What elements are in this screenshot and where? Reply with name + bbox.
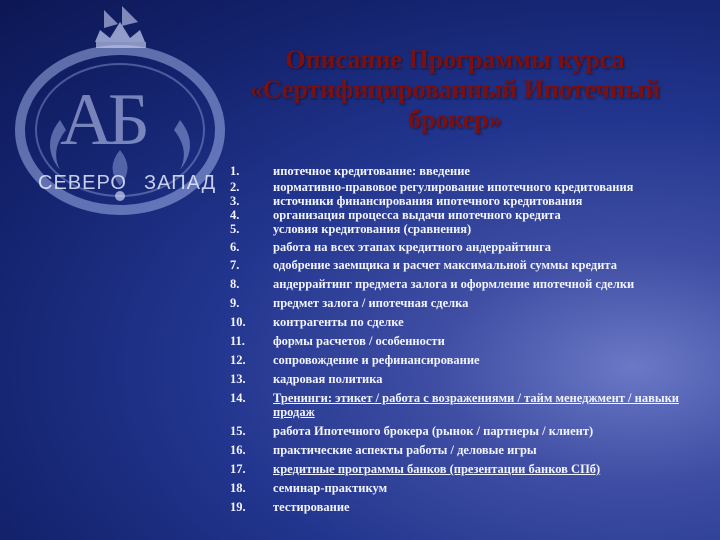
list-item [230, 296, 700, 310]
logo [0, 0, 250, 260]
item-text: организация процесса выдачи ипотечного кредита [273, 208, 561, 222]
item-text: условия кредитования (сравнения) [273, 222, 472, 236]
item-number: 8. [230, 277, 240, 291]
item-text: источники финансирования ипотечного кредитования [273, 194, 583, 208]
list-item [230, 258, 700, 272]
list-item [230, 222, 700, 236]
item-number: 10. [230, 315, 246, 329]
item-text: кредитные программы банков (презентации банков СПб) [273, 462, 601, 476]
item-text: семинар-практикум [273, 481, 388, 495]
item-number: 11. [230, 334, 245, 348]
item-text: кадровая политика [273, 372, 383, 386]
item-text: нормативно-правовое регулирование ипотечного кредитования [273, 180, 634, 194]
list-item [230, 240, 700, 254]
item-number: 14. [230, 391, 246, 405]
item-number: 18. [230, 481, 246, 495]
item-text: контрагенты по сделке [273, 315, 404, 329]
list-item [230, 462, 700, 476]
item-text: ипотечное кредитование: введение [273, 164, 470, 178]
list-item [230, 164, 700, 178]
list-item [230, 315, 700, 329]
item-text: одобрение заемщика и расчет максимальной суммы кредита [273, 258, 617, 272]
title-line-3: брокер» [408, 105, 502, 134]
list-item [230, 372, 700, 386]
item-number: 16. [230, 443, 246, 457]
list-item [230, 180, 700, 194]
item-text: Тренинги: этикет / работа с возражениями / тайм менеджмент / навыки продаж [273, 391, 679, 419]
logo-monogram: АБ [60, 79, 144, 161]
item-number: 1. [230, 164, 240, 178]
item-number: 4. [230, 208, 240, 222]
item-number: 12. [230, 353, 246, 367]
list-item [230, 194, 700, 208]
page-title [215, 45, 695, 135]
title-line-2: «Сертифицированный Ипотечный [249, 75, 661, 104]
list-item [230, 208, 700, 222]
list-item [230, 353, 700, 367]
item-number: 7. [230, 258, 240, 272]
item-text: сопровождение и рефинансирование [273, 353, 480, 367]
item-number: 5. [230, 222, 240, 236]
list-item [230, 443, 700, 457]
item-text: работа Ипотечного брокера (рынок / партнеры / клиент) [273, 424, 594, 438]
item-number: 15. [230, 424, 246, 438]
list-item [230, 334, 700, 348]
logo-left-word: СЕВЕРО [38, 172, 127, 194]
item-number: 3. [230, 194, 240, 208]
item-text: андеррайтинг предмета залога и оформление ипотечной сделки [273, 277, 635, 291]
item-text: практические аспекты работы / деловые игры [273, 443, 537, 457]
list-item [230, 481, 700, 495]
item-number: 6. [230, 240, 240, 254]
list-item [230, 424, 700, 438]
list-item [230, 500, 700, 514]
item-number: 17. [230, 462, 246, 476]
item-text: формы расчетов / особенности [273, 334, 445, 348]
list-item [230, 391, 700, 419]
course-program-list [230, 164, 700, 514]
item-number: 9. [230, 296, 240, 310]
title-line-1: Описание Программы курса [285, 45, 625, 74]
item-number: 2. [230, 180, 240, 194]
logo-right-word: ЗАПАД [144, 172, 217, 194]
item-number: 13. [230, 372, 246, 386]
item-number: 19. [230, 500, 246, 514]
item-text: предмет залога / ипотечная сделка [273, 296, 469, 310]
item-text: тестирование [273, 500, 350, 514]
item-text: работа на всех этапах кредитного андеррайтинга [273, 240, 552, 254]
list-item [230, 277, 700, 291]
